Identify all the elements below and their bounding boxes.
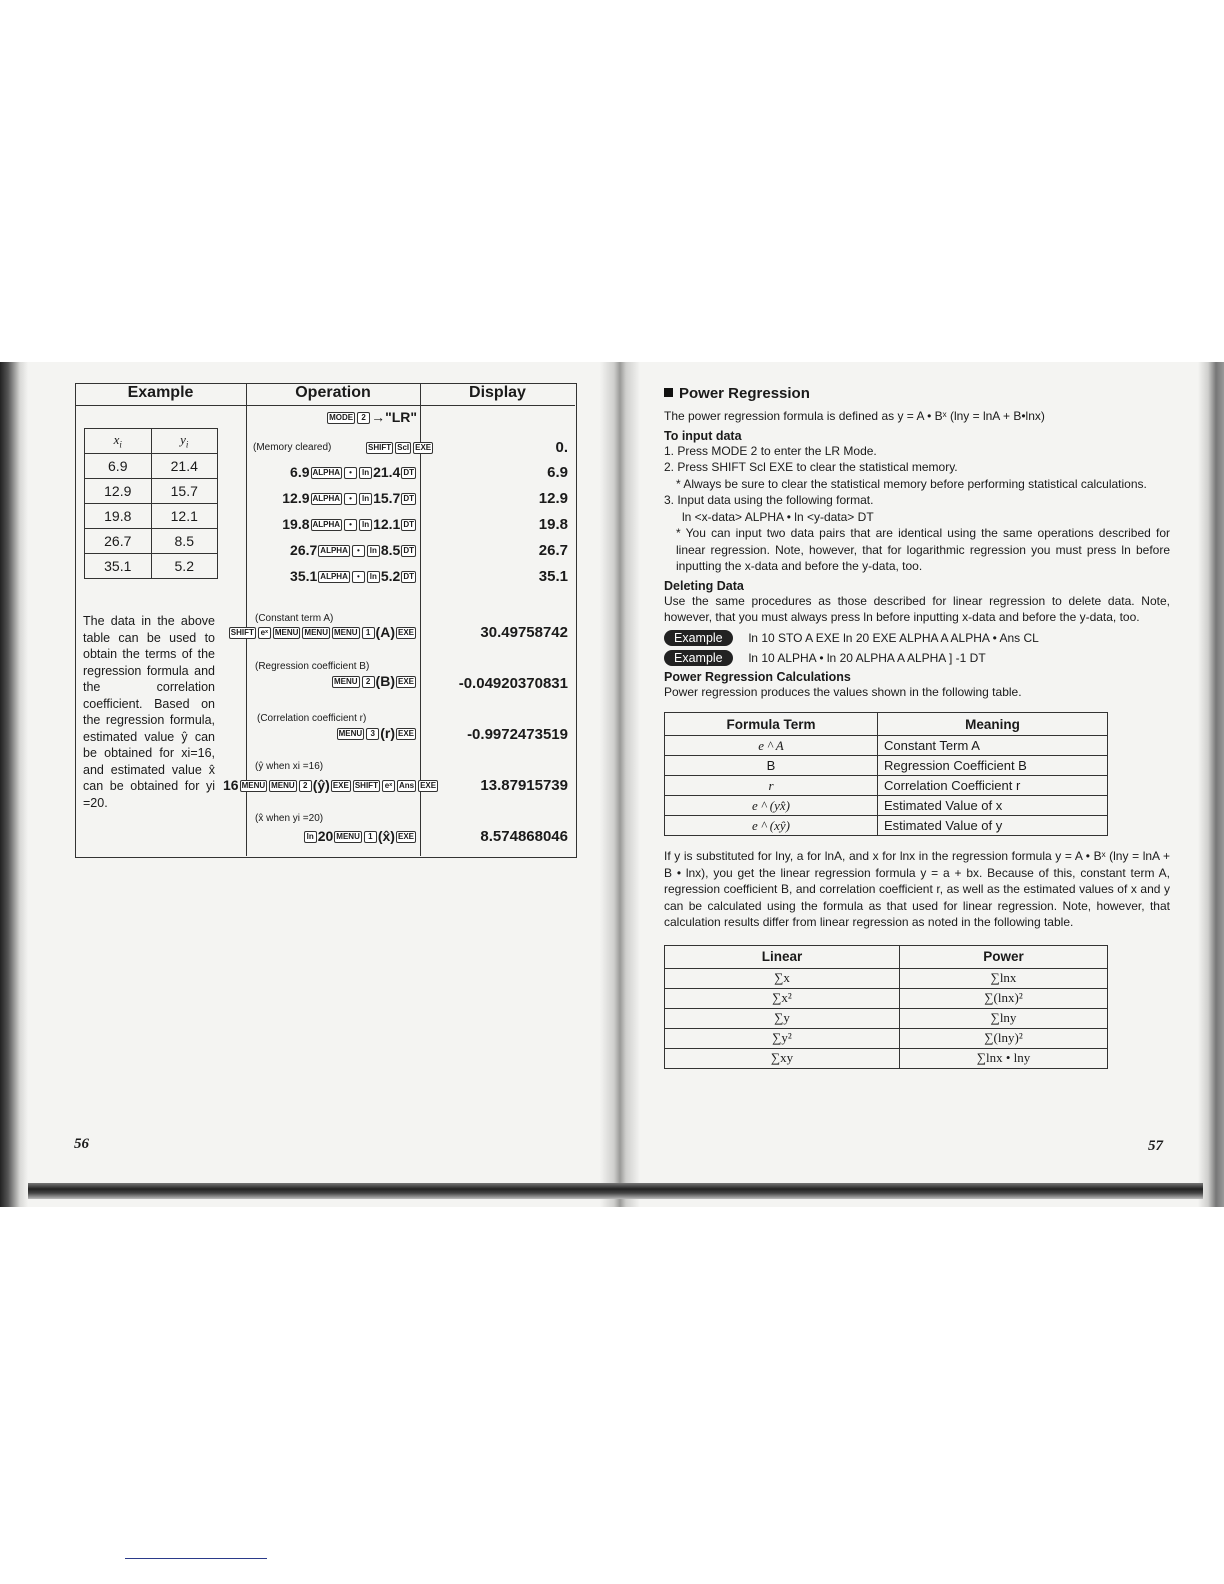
- header-example: Example: [127, 384, 194, 401]
- exe-key-icon: EXE: [397, 832, 414, 842]
- shift-key-icon: SHIFT: [230, 628, 254, 638]
- mode-operation: [223, 409, 417, 425]
- col-linear: Linear: [665, 945, 900, 968]
- cell-y: 15.7: [151, 479, 218, 504]
- meaning: Correlation Coefficient r: [878, 776, 1108, 796]
- display-value: 35.1: [538, 568, 568, 585]
- step-2: 2. Press SHIFT Scl EXE to clear the statistical memory.: [664, 460, 958, 474]
- formula-term: e ^ (xŷ): [665, 816, 878, 836]
- shift-key-icon: SHIFT: [354, 781, 378, 791]
- result-display: -0.04920370831: [458, 675, 568, 692]
- bottom-edge-shadow: [28, 1183, 1203, 1199]
- cell-y: 12.1: [151, 504, 218, 529]
- compare-table: [664, 945, 1108, 1069]
- menu-key-icon: MENU: [333, 628, 358, 638]
- cell-x: 19.8: [85, 504, 152, 529]
- key-3-icon: 3: [366, 728, 379, 740]
- dt-key-icon: DT: [403, 494, 414, 504]
- dot-key-icon: •: [352, 545, 365, 557]
- dot-key-icon: •: [344, 493, 357, 505]
- table-row: [665, 968, 1108, 988]
- display-value: 26.7: [538, 542, 568, 559]
- exe-key-icon: EXE: [397, 729, 414, 739]
- table-row: [85, 454, 218, 479]
- cell-x: 26.7: [85, 529, 152, 554]
- example-1-keys: ln 10 STO A EXE ln 20 EXE ALPHA A ALPHA • Ans CL: [748, 630, 1039, 645]
- linear-cell: ∑x: [665, 968, 900, 988]
- result-key-label: (A): [375, 624, 395, 640]
- table-row: [665, 776, 1108, 796]
- ln-key-icon: ln: [367, 545, 380, 557]
- result-key-label: 20: [317, 828, 334, 844]
- table-row: [85, 504, 218, 529]
- alpha-key-icon: ALPHA: [312, 468, 341, 478]
- left-page: [75, 383, 577, 858]
- operation-row: [223, 490, 417, 506]
- display-value: 19.8: [538, 516, 568, 533]
- op-y: 8.5: [380, 542, 401, 558]
- dot-key-icon: •: [344, 519, 357, 531]
- menu-key-icon: MENU: [333, 677, 358, 687]
- clear-keys: [365, 439, 432, 455]
- cell-y: 21.4: [151, 454, 218, 479]
- cell-y: 5.2: [151, 554, 218, 579]
- result-note: (Correlation coefficient r): [257, 713, 367, 724]
- result-display: -0.9972473519: [467, 726, 568, 743]
- alpha-key-icon: ALPHA: [320, 572, 348, 582]
- result-note: (x̂ when yi =20): [255, 813, 324, 824]
- power-cell: ∑lnx: [900, 968, 1108, 988]
- result-key-label: 16: [223, 777, 239, 793]
- dt-key-icon: DT: [403, 520, 414, 530]
- result-keys: [223, 624, 417, 640]
- alpha-key-icon: ALPHA: [312, 520, 341, 530]
- deleting-text: Use the same procedures as those described for linear regression to delete data. Note, however, that you must always press ln before inputting x-data and before the y-data, too.: [664, 593, 1170, 624]
- display-value: 12.9: [538, 490, 568, 507]
- op-y: 12.1: [373, 516, 401, 532]
- book-spine: [600, 362, 640, 1207]
- menu-key-icon: MENU: [336, 832, 360, 842]
- example-1: [664, 630, 1170, 646]
- key-1-icon: 1: [362, 627, 375, 639]
- key-2-icon: 2: [362, 676, 375, 688]
- ln-key-icon: ln: [359, 467, 372, 479]
- calc-heading: Power Regression Calculations: [664, 669, 851, 684]
- ln-key-icon: ln: [367, 571, 380, 583]
- e-key-icon: eˣ: [258, 627, 271, 639]
- substitution-text: If y is substituted for lny, a for lnA, and x for lnx in the regression formula y = A • Bˣ (lny = lnA + B • lnx), you get the linear regression formula y = a + bx. Because of this, constant term A, regression coefficient B, and correlation coefficient r, as well as the estimated values of x and y can be calculated using the formula as that used for linear regression. Note, however, that calculation results differ from linear regression as noted in the following table.: [664, 849, 1170, 929]
- alpha-key-icon: ALPHA: [320, 546, 348, 556]
- left-edge-shadow: [0, 362, 28, 1207]
- meaning: Estimated Value of x: [878, 796, 1108, 816]
- memory-display: 0.: [555, 439, 568, 456]
- exe-key-icon: EXE: [397, 628, 414, 638]
- col-yi: $y_i$: [151, 429, 218, 454]
- right-page-number: 57: [1148, 1138, 1163, 1154]
- e-key-icon: eˣ: [382, 780, 395, 792]
- cell-x: 35.1: [85, 554, 152, 579]
- col-meaning: Meaning: [878, 713, 1108, 736]
- alpha-key-icon: ALPHA: [312, 494, 341, 504]
- exe-key-icon: EXE: [415, 443, 432, 453]
- menu-key-icon: MENU: [274, 628, 299, 638]
- table-row: [665, 1008, 1108, 1028]
- result-note: (ŷ when xi =16): [255, 761, 324, 772]
- result-keys: [223, 828, 417, 844]
- result-key-label: (B): [375, 673, 395, 689]
- formula-term: e ^ A: [665, 736, 878, 756]
- mode-operation-text: →"LR": [371, 409, 417, 425]
- right-edge-shadow: [1198, 362, 1224, 1207]
- result-key-label: (r): [380, 725, 395, 741]
- calc-text: Power regression produces the values shown in the following table.: [664, 684, 1022, 699]
- format-line: ln <x-data> ALPHA • ln <y-data> DT: [682, 509, 874, 524]
- cell-y: 8.5: [151, 529, 218, 554]
- op-x: 26.7: [290, 542, 318, 558]
- formula-term: B: [665, 756, 878, 776]
- intro-text: The power regression formula is defined as y = A • Bˣ (lny = lnA + B•lnx): [664, 409, 1045, 423]
- header-display: Display: [469, 384, 526, 401]
- linear-cell: ∑x²: [665, 988, 900, 1008]
- section-title: [664, 385, 1170, 402]
- dt-key-icon: DT: [403, 546, 414, 556]
- exe-key-icon: EXE: [397, 677, 414, 687]
- table-row: [85, 479, 218, 504]
- col-formula-term: Formula Term: [665, 713, 878, 736]
- square-bullet-icon: [664, 388, 673, 397]
- deleting-heading: Deleting Data: [664, 578, 744, 593]
- header-operation: Operation: [295, 384, 371, 401]
- cell-x: 12.9: [85, 479, 152, 504]
- dt-key-icon: DT: [403, 468, 414, 478]
- table-row: [665, 796, 1108, 816]
- result-keys: [223, 673, 417, 689]
- op-x: 12.9: [282, 490, 310, 506]
- table-row: [665, 1048, 1108, 1068]
- result-keys: [223, 725, 417, 741]
- left-page-number: 56: [74, 1136, 89, 1152]
- formula-term: e ^ (yx̂): [665, 796, 878, 816]
- linear-cell: ∑y²: [665, 1028, 900, 1048]
- example-2-keys: ln 10 ALPHA • ln 20 ALPHA A ALPHA ] -1 DT: [748, 650, 986, 665]
- power-cell: ∑(lny)²: [900, 1028, 1108, 1048]
- right-page: [664, 385, 1170, 1069]
- result-display: 13.87915739: [480, 777, 568, 794]
- ln-key-icon: ln: [359, 519, 372, 531]
- col-power: Power: [900, 945, 1108, 968]
- key-1-icon: 1: [364, 831, 377, 843]
- meaning: Regression Coefficient B: [878, 756, 1108, 776]
- display-value: 6.9: [547, 464, 568, 481]
- op-x: 6.9: [290, 464, 310, 480]
- op-y: 15.7: [373, 490, 401, 506]
- exe-key-icon: EXE: [420, 781, 437, 791]
- header-divider: [75, 405, 575, 406]
- xy-data-table: [84, 428, 218, 579]
- key-2-icon: 2: [299, 780, 312, 792]
- dot-key-icon: •: [344, 467, 357, 479]
- operation-row: [223, 542, 417, 558]
- table-row: [85, 529, 218, 554]
- dot-key-icon: •: [352, 571, 365, 583]
- op-x: 19.8: [282, 516, 310, 532]
- input-heading: To input data: [664, 428, 742, 443]
- memory-cleared-note: (Memory cleared): [253, 442, 332, 453]
- result-display: 30.49758742: [480, 624, 568, 641]
- meaning: Estimated Value of y: [878, 816, 1108, 836]
- operation-row: [223, 464, 417, 480]
- step-3-note: * You can input two data pairs that are identical using the same operations described for linear regression. Note, however, that for logarithmic regression you must press ln before inputting the x-data and before the y-data, too.: [676, 526, 1170, 573]
- op-y: 5.2: [380, 568, 401, 584]
- step-1: 1. Press MODE 2 to enter the LR Mode.: [664, 443, 877, 458]
- footer-link-underline: [125, 1558, 267, 1559]
- power-cell: ∑(lnx)²: [900, 988, 1108, 1008]
- table-row: [85, 554, 218, 579]
- table-row: [665, 1028, 1108, 1048]
- table-row: [665, 988, 1108, 1008]
- power-cell: ∑lnx • lny: [900, 1048, 1108, 1068]
- example-badge: Example: [664, 650, 733, 666]
- ln-key-icon: ln: [359, 493, 372, 505]
- op-y: 21.4: [373, 464, 401, 480]
- operation-row: [223, 516, 417, 532]
- step-3: 3. Input data using the following format.: [664, 493, 874, 507]
- result-key-suffix: (ŷ): [312, 777, 330, 793]
- menu-key-icon: MENU: [304, 628, 328, 638]
- operation-row: [223, 568, 417, 584]
- ln-key-icon: ln: [304, 831, 317, 843]
- result-keys: [223, 777, 437, 793]
- cell-x: 6.9: [85, 454, 152, 479]
- ans-key-icon: Ans: [398, 781, 415, 791]
- linear-cell: ∑y: [665, 1008, 900, 1028]
- result-note: (Constant term A): [255, 613, 334, 624]
- shift-key-icon: SHIFT: [368, 443, 392, 453]
- result-display: 8.574868046: [480, 828, 568, 845]
- step-2-note: * Always be sure to clear the statistical memory before performing statistical calculations.: [676, 476, 1147, 491]
- key-2-icon: 2: [357, 412, 370, 424]
- formula-table: [664, 712, 1108, 836]
- meaning: Constant Term A: [878, 736, 1108, 756]
- example-badge: Example: [664, 630, 733, 646]
- dt-key-icon: DT: [403, 572, 414, 582]
- linear-cell: ∑xy: [665, 1048, 900, 1068]
- menu-key-icon: MENU: [338, 729, 363, 739]
- power-cell: ∑lny: [900, 1008, 1108, 1028]
- result-note: (Regression coefficient B): [255, 661, 370, 672]
- section-title-text: Power Regression: [679, 385, 810, 402]
- col-xi: $x_i$: [85, 429, 152, 454]
- menu-key-icon: MENU: [271, 781, 295, 791]
- table-row: [665, 816, 1108, 836]
- table-row: [665, 736, 1108, 756]
- result-key-suffix: (x̂): [377, 828, 395, 844]
- formula-term: r: [665, 776, 878, 796]
- menu-key-icon: MENU: [241, 781, 266, 791]
- op-x: 35.1: [290, 568, 318, 584]
- example-2: [664, 650, 1170, 666]
- left-description: The data in the above table can be used to obtain the terms of the regression formula and the correlation coefficient. Based on the regression formula, estimated value ŷ can be obtained for xi=16, and estimated value x̂ can be obtained for yi =20.: [83, 614, 215, 810]
- scl-key-icon: Scl: [397, 443, 410, 453]
- exe-key-icon: EXE: [332, 781, 349, 791]
- table-row: [665, 756, 1108, 776]
- mode-key-icon: MODE: [329, 413, 354, 423]
